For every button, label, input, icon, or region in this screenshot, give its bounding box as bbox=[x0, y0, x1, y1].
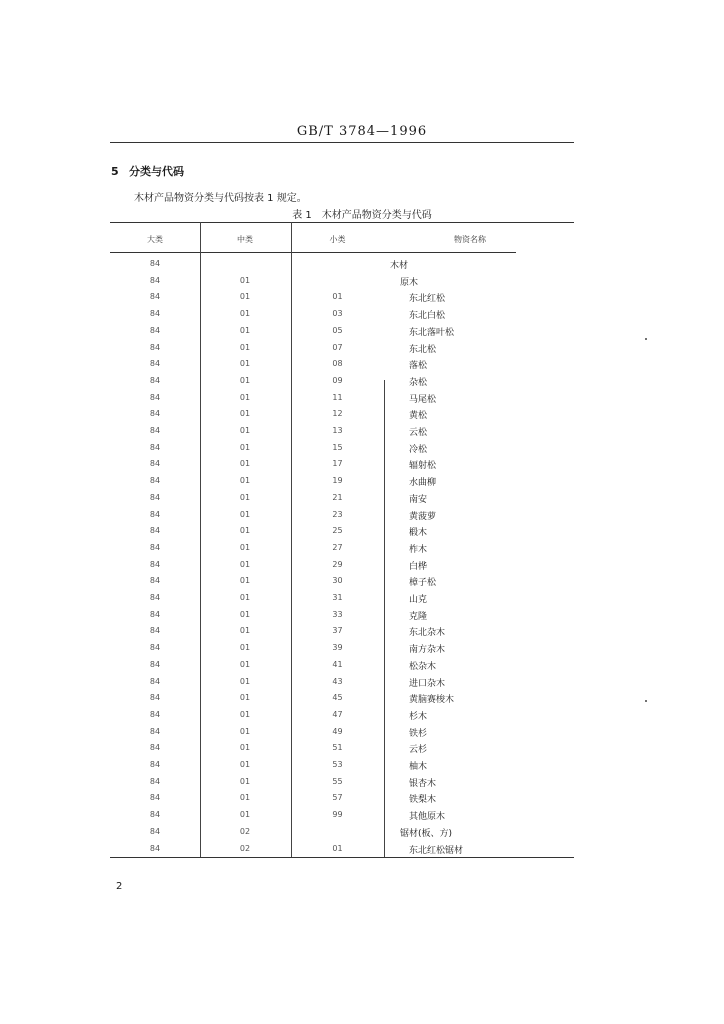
table-row bbox=[0, 390, 724, 407]
minor-code: 21 bbox=[332, 492, 343, 502]
material-name: 云杉 bbox=[409, 745, 428, 756]
scan-speck bbox=[645, 700, 647, 702]
medium-code: 01 bbox=[239, 442, 251, 452]
table-row bbox=[0, 323, 724, 340]
material-name: 柞木 bbox=[409, 544, 428, 555]
minor-code: 03 bbox=[332, 309, 343, 319]
page-number: 2 bbox=[116, 881, 123, 892]
minor-code: 37 bbox=[332, 626, 343, 636]
material-name: 杂松 bbox=[409, 377, 428, 388]
minor-code: 51 bbox=[332, 743, 343, 753]
medium-code: 01 bbox=[239, 760, 251, 769]
table-row bbox=[0, 657, 724, 674]
minor-code: 01 bbox=[332, 843, 343, 853]
table-row bbox=[0, 607, 724, 624]
medium-code: 01 bbox=[239, 626, 251, 636]
material-name: 冷松 bbox=[409, 444, 428, 455]
scan-speck bbox=[645, 338, 647, 340]
medium-code: 01 bbox=[239, 793, 251, 803]
table-caption bbox=[0, 206, 724, 221]
table-row bbox=[0, 406, 724, 423]
table-row bbox=[0, 824, 724, 841]
table-row bbox=[0, 373, 724, 390]
material-name: 落松 bbox=[409, 361, 428, 372]
table-row bbox=[0, 724, 724, 741]
table-row bbox=[0, 573, 724, 590]
material-name: 水曲柳 bbox=[409, 478, 437, 489]
material-name: 铁梨木 bbox=[409, 795, 437, 806]
minor-code: 23 bbox=[332, 509, 343, 519]
material-name: 云松 bbox=[409, 428, 428, 438]
major-code: 84 bbox=[149, 709, 161, 719]
major-code: 84 bbox=[149, 693, 161, 703]
header-rule bbox=[110, 142, 574, 143]
major-code: 84 bbox=[149, 776, 161, 786]
section-number: 5 bbox=[111, 165, 119, 178]
material-name: 南安 bbox=[409, 494, 428, 505]
table-row bbox=[0, 490, 724, 507]
material-name: 南方杂木 bbox=[409, 645, 446, 656]
medium-code: 01 bbox=[239, 459, 251, 469]
column-header-major: 大类 bbox=[147, 235, 163, 244]
minor-code: 41 bbox=[332, 659, 343, 669]
material-name: 辐射松 bbox=[409, 461, 437, 472]
medium-code: 01 bbox=[239, 309, 251, 319]
column-header-name: 物资名称 bbox=[454, 235, 486, 244]
minor-code: 31 bbox=[332, 593, 343, 602]
medium-code: 01 bbox=[239, 609, 251, 619]
medium-code: 01 bbox=[239, 392, 251, 402]
major-code: 84 bbox=[149, 359, 161, 369]
major-code: 84 bbox=[149, 609, 161, 619]
minor-code: 05 bbox=[332, 325, 343, 335]
minor-code: 19 bbox=[332, 476, 343, 486]
medium-code: 01 bbox=[239, 743, 251, 753]
major-code: 84 bbox=[149, 593, 161, 602]
medium-code: 01 bbox=[239, 593, 251, 602]
minor-code: 53 bbox=[332, 760, 343, 769]
table-row bbox=[0, 707, 724, 724]
minor-code: 39 bbox=[332, 643, 343, 653]
table-row bbox=[0, 256, 724, 273]
medium-code: 01 bbox=[239, 426, 251, 435]
medium-code: 01 bbox=[239, 709, 251, 719]
table-row bbox=[0, 674, 724, 691]
column-header-medium: 中类 bbox=[237, 235, 253, 244]
medium-code: 01 bbox=[239, 292, 251, 302]
medium-code: 01 bbox=[239, 726, 251, 736]
intro-paragraph: 木材产品物资分类与代码按表 1 规定。 bbox=[134, 193, 307, 204]
medium-code: 01 bbox=[239, 776, 251, 786]
medium-code: 01 bbox=[239, 476, 251, 486]
major-code: 84 bbox=[149, 292, 161, 302]
material-name: 松杂木 bbox=[409, 661, 437, 672]
table-row bbox=[0, 273, 724, 290]
major-code: 84 bbox=[149, 726, 161, 736]
standard-code: GB/T 3784—1996 bbox=[296, 124, 428, 139]
medium-code: 02 bbox=[239, 826, 251, 836]
material-name: 克隆 bbox=[409, 611, 428, 622]
medium-code: 01 bbox=[239, 542, 251, 552]
table-header-rule bbox=[110, 252, 516, 253]
material-name: 东北红松锯材 bbox=[409, 845, 464, 856]
table-row bbox=[0, 774, 724, 791]
minor-code: 30 bbox=[332, 576, 343, 586]
medium-code: 01 bbox=[239, 659, 251, 669]
medium-code: 01 bbox=[239, 509, 251, 519]
major-code: 84 bbox=[149, 826, 161, 836]
table-row bbox=[0, 790, 724, 807]
minor-code: 55 bbox=[332, 776, 343, 786]
minor-code: 45 bbox=[332, 693, 343, 703]
column-header-minor: 小类 bbox=[329, 235, 346, 244]
minor-code: 11 bbox=[332, 392, 343, 402]
major-code: 84 bbox=[149, 793, 161, 803]
material-name: 白桦 bbox=[409, 561, 428, 572]
table-row bbox=[0, 340, 724, 357]
material-name: 柚木 bbox=[409, 762, 428, 772]
major-code: 84 bbox=[149, 509, 161, 519]
minor-code: 47 bbox=[332, 709, 343, 719]
major-code: 84 bbox=[149, 259, 161, 268]
minor-code: 29 bbox=[332, 559, 343, 569]
material-name: 锯材(板、方) bbox=[400, 828, 453, 839]
minor-code: 49 bbox=[332, 726, 343, 736]
medium-code: 01 bbox=[239, 325, 251, 335]
material-name: 樟子松 bbox=[409, 578, 437, 589]
medium-code: 01 bbox=[239, 359, 251, 369]
table-row bbox=[0, 440, 724, 457]
major-code: 84 bbox=[149, 275, 161, 285]
material-name: 椴木 bbox=[409, 528, 428, 539]
major-code: 84 bbox=[149, 659, 161, 669]
major-code: 84 bbox=[149, 392, 161, 402]
minor-code: 33 bbox=[332, 609, 343, 619]
medium-code: 01 bbox=[239, 693, 251, 703]
minor-code: 43 bbox=[332, 676, 343, 686]
medium-code: 01 bbox=[239, 409, 251, 419]
minor-code: 09 bbox=[332, 375, 343, 385]
table-number: 表 1 bbox=[292, 210, 312, 221]
major-code: 84 bbox=[149, 843, 161, 853]
major-code: 84 bbox=[149, 426, 161, 435]
section-title: 分类与代码 bbox=[129, 165, 184, 178]
minor-code: 15 bbox=[332, 442, 343, 452]
material-name: 东北红松 bbox=[409, 294, 446, 305]
minor-code: 25 bbox=[332, 526, 343, 536]
material-name: 东北落叶松 bbox=[409, 327, 455, 338]
material-name: 黄脑赛梭木 bbox=[409, 695, 455, 706]
material-name: 东北松 bbox=[409, 344, 437, 355]
material-name: 杉木 bbox=[409, 711, 428, 722]
table-row bbox=[0, 841, 724, 858]
table-row bbox=[0, 590, 724, 607]
material-name: 东北杂木 bbox=[409, 628, 446, 639]
material-name: 黄松 bbox=[409, 411, 428, 422]
table-row bbox=[0, 289, 724, 306]
major-code: 84 bbox=[149, 325, 161, 335]
medium-code: 01 bbox=[239, 342, 251, 352]
table-top-rule bbox=[110, 222, 574, 223]
table-row bbox=[0, 540, 724, 557]
table-title: 木材产品物资分类与代码 bbox=[321, 210, 432, 221]
major-code: 84 bbox=[149, 309, 161, 319]
medium-code: 01 bbox=[239, 275, 251, 285]
material-name: 铁杉 bbox=[409, 728, 428, 739]
medium-code: 01 bbox=[239, 559, 251, 569]
minor-code: 07 bbox=[332, 342, 343, 352]
minor-code: 99 bbox=[332, 810, 343, 820]
medium-code: 02 bbox=[239, 843, 251, 853]
material-name: 黄菠萝 bbox=[409, 511, 437, 522]
medium-code: 01 bbox=[239, 526, 251, 536]
table-row bbox=[0, 757, 724, 774]
minor-code: 12 bbox=[332, 409, 343, 419]
major-code: 84 bbox=[149, 643, 161, 653]
section-heading bbox=[111, 163, 184, 179]
table-row bbox=[0, 807, 724, 824]
major-code: 84 bbox=[149, 810, 161, 820]
table-bottom-rule bbox=[110, 857, 574, 858]
major-code: 84 bbox=[149, 576, 161, 586]
major-code: 84 bbox=[149, 743, 161, 753]
material-name: 东北白松 bbox=[409, 311, 446, 322]
table-row bbox=[0, 640, 724, 657]
table-row bbox=[0, 557, 724, 574]
table-row bbox=[0, 523, 724, 540]
table-row bbox=[0, 423, 724, 440]
major-code: 84 bbox=[149, 476, 161, 486]
material-name: 原木 bbox=[400, 277, 419, 288]
table-row bbox=[0, 456, 724, 473]
table-row bbox=[0, 356, 724, 373]
table-row bbox=[0, 507, 724, 524]
major-code: 84 bbox=[149, 459, 161, 469]
table-row bbox=[0, 306, 724, 323]
material-name: 其他原木 bbox=[409, 812, 446, 823]
major-code: 84 bbox=[149, 492, 161, 502]
medium-code: 01 bbox=[239, 676, 251, 686]
medium-code: 01 bbox=[239, 492, 251, 502]
minor-code: 13 bbox=[332, 426, 343, 435]
table-row bbox=[0, 690, 724, 707]
material-name: 山克 bbox=[409, 595, 428, 605]
major-code: 84 bbox=[149, 559, 161, 569]
minor-code: 08 bbox=[332, 359, 343, 369]
medium-code: 01 bbox=[239, 375, 251, 385]
material-name: 进口杂木 bbox=[409, 678, 446, 689]
material-name: 马尾松 bbox=[409, 394, 437, 405]
minor-code: 17 bbox=[332, 459, 343, 469]
table-row bbox=[0, 623, 724, 640]
material-name: 银杏木 bbox=[409, 778, 437, 789]
table-row bbox=[0, 740, 724, 757]
medium-code: 01 bbox=[239, 576, 251, 586]
major-code: 84 bbox=[149, 676, 161, 686]
medium-code: 01 bbox=[239, 810, 251, 820]
major-code: 84 bbox=[149, 760, 161, 769]
major-code: 84 bbox=[149, 342, 161, 352]
minor-code: 27 bbox=[332, 542, 343, 552]
major-code: 84 bbox=[149, 409, 161, 419]
major-code: 84 bbox=[149, 375, 161, 385]
major-code: 84 bbox=[149, 542, 161, 552]
table-row bbox=[0, 473, 724, 490]
minor-code: 57 bbox=[332, 793, 343, 803]
major-code: 84 bbox=[149, 442, 161, 452]
medium-code: 01 bbox=[239, 643, 251, 653]
material-name: 木材 bbox=[390, 261, 409, 271]
major-code: 84 bbox=[149, 526, 161, 536]
major-code: 84 bbox=[149, 626, 161, 636]
minor-code: 01 bbox=[332, 292, 343, 302]
